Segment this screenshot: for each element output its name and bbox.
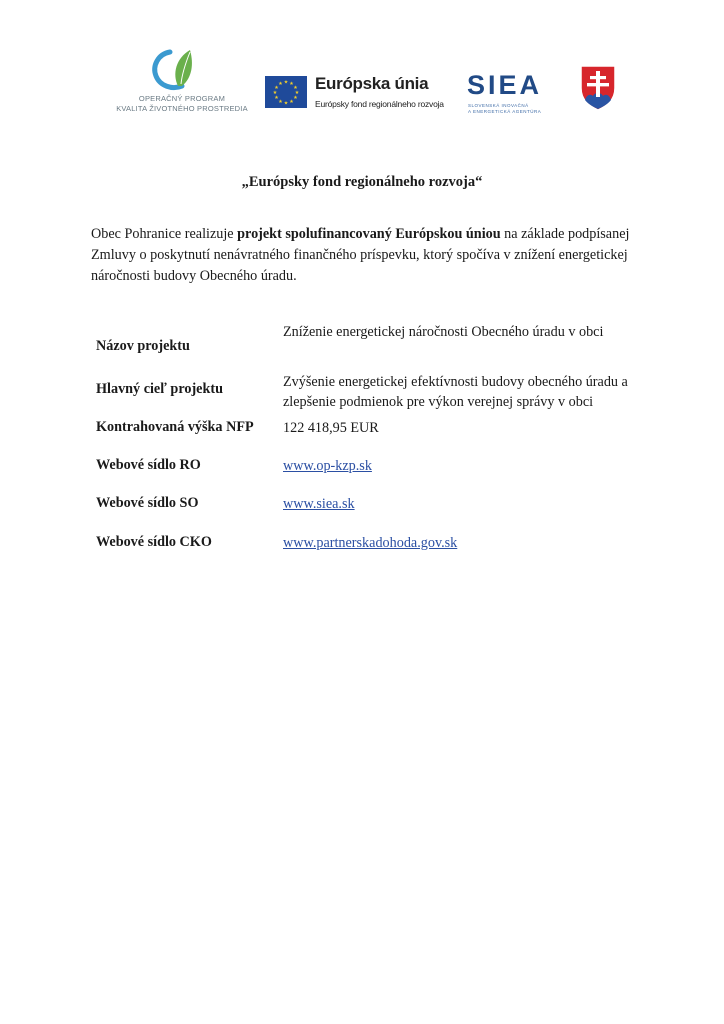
eu-title: Európska únia [315,74,429,93]
intro-paragraph [91,224,651,287]
eu-flag-icon [265,76,307,108]
siea-wordmark: SIEA [467,70,543,100]
svg-text:★: ★ [294,90,300,96]
intro-text-end: na základe podpísanej Zmluvy o poskytnutí nenávratného finančného príspevku, ktorý spočíva v znížení energetickej náročnosti budovy Obecného úradu. [91,226,630,284]
row-label: Hlavný cieľ projektu [96,381,223,397]
opkzp-line2: KVALITA ŽIVOTNÉHO PROSTREDIA [116,104,248,113]
opkzp-line1: OPERAČNÝ PROGRAM [138,94,226,103]
link-siea[interactable]: www.siea.sk [283,496,355,512]
siea-line2: A ENERGETICKÁ AGENTÚRA [468,109,542,114]
link-partnerskadohoda[interactable]: www.partnerskadohoda.gov.sk [283,535,458,551]
eu-logo [265,74,465,114]
svg-text:★: ★ [278,99,283,105]
slovak-coat-of-arms-icon [579,64,617,117]
intro-text-start: Obec Pohranice realizuje [91,226,238,242]
leaf-ring-icon [148,46,216,92]
row-label: Kontrahovaná výška NFP [96,419,254,435]
document-title: „Európsky fond regionálneho rozvoja“ [241,174,483,190]
svg-text:★: ★ [293,95,298,101]
row-value: Zníženie energetickej náročnosti Obecného úradu v obci [283,324,604,340]
intro-bold-text: projekt spolufinancovaný Európskou úniou [237,226,501,242]
siea-line1: SLOVENSKÁ INOVAČNÁ [468,103,529,108]
row-value: 122 418,95 EUR [283,420,379,436]
link-op-kzp[interactable]: www.op-kzp.sk [283,458,372,474]
opkzp-logo [112,46,252,118]
svg-text:★: ★ [293,85,298,91]
svg-text:★: ★ [274,95,279,101]
row-label: Webové sídlo SO [96,495,199,511]
siea-logo [467,70,557,118]
svg-text:★: ★ [278,81,283,87]
svg-text:★: ★ [289,81,294,87]
svg-text:★: ★ [283,79,289,86]
svg-text:★: ★ [289,99,294,105]
row-label: Webové sídlo CKO [96,534,212,550]
row-value: Zvýšenie energetickej efektívnosti budovy obecného úradu a zlepšenie podmienok pre výkon verejnej správy v obci [283,374,628,410]
row-label: Webové sídlo RO [96,457,201,473]
eu-subtitle: Európsky fond regionálneho rozvoja [315,99,444,109]
svg-text:★: ★ [283,100,289,107]
row-label: Názov projektu [96,338,190,354]
svg-text:★: ★ [274,85,279,91]
svg-text:★: ★ [272,90,278,96]
